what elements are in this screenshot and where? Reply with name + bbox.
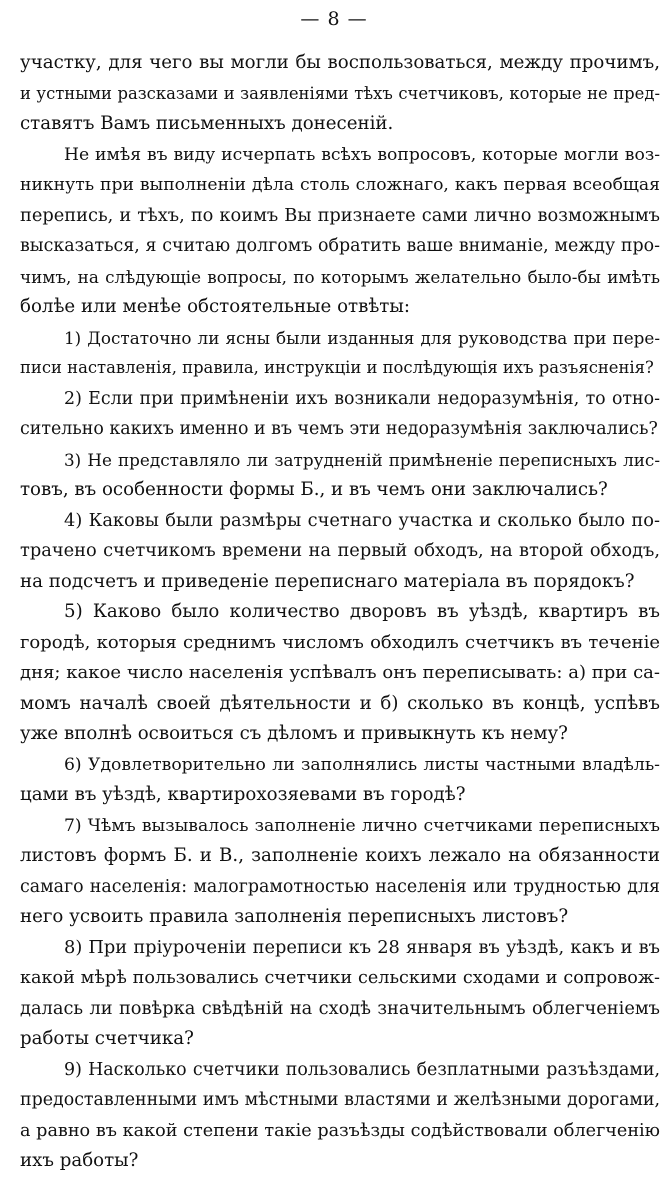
- text-line: работы счетчика?: [20, 1028, 194, 1049]
- text-line: 7) Чѣмъ вызывалось заполненiе лично счетчиками переписныхъ: [64, 815, 660, 836]
- text-line: перепись, и тѣхъ, по коимъ Вы признаете сами лично возможнымъ: [20, 204, 660, 226]
- text-line: 9) Насколько счетчики пользовались безплатными разъѣздами,: [64, 1059, 660, 1080]
- text-line: 2) Если при примѣненiи ихъ возникали недоразумѣнiя, то отно-: [64, 388, 660, 409]
- text-line: 8) При прiуроченiи переписи къ 28 января въ уѣздѣ, какъ и въ: [64, 936, 660, 958]
- text-line: городѣ, которыя среднимъ числомъ обходилъ счетчикъ въ теченiе: [20, 631, 660, 653]
- text-line: высказаться, я считаю долгомъ обратить ваше вниманiе, между про-: [20, 236, 660, 256]
- text-line: никнуть при выполненiи дѣла столь сложнаго, какъ первая всеобщая: [20, 175, 660, 195]
- text-line: болѣе или менѣе обстоятельные отвѣты:: [20, 296, 410, 317]
- text-line: цами въ уѣздѣ, квартирохозяевами въ городѣ?: [20, 784, 466, 805]
- text-line: чимъ, на слѣдующiе вопросы, по которымъ желательно было-бы имѣть: [20, 266, 660, 287]
- text-line: момъ началѣ своей дѣятельности и б) сколько въ концѣ, успѣвъ: [20, 692, 660, 714]
- text-line: далась ли повѣрка свѣдѣнiй на сходѣ значительнымъ облегченiемъ: [20, 997, 660, 1019]
- text-line: трачено счетчикомъ времени на первый обходъ, на второй обходъ,: [20, 540, 660, 561]
- text-line: 6) Удовлетворительно ли заполнялись листы частными владѣль-: [64, 754, 660, 775]
- text-line: 3) Не представляло ли затрудненiй примѣненiе переписныхъ лис-: [64, 449, 660, 470]
- text-line: на подсчетъ и приведенiе переписнаго матерiала въ порядокъ?: [20, 570, 635, 592]
- text-line: него усвоить правила заполненiя переписныхъ листовъ?: [20, 906, 569, 927]
- text-line: листовъ формъ Б. и В., заполненiе коихъ лежало на обязанности: [20, 845, 660, 866]
- text-line: и устными разсказами и заявленiями тѣхъ счетчиковъ, которые не пред-: [20, 83, 660, 103]
- text-line: 4) Каковы были размѣры счетнаго участка и сколько было по-: [64, 509, 660, 531]
- text-line: ставятъ Вамъ письменныхъ донесенiй.: [20, 113, 394, 134]
- text-line: Не имѣя въ виду исчерпать всѣхъ вопросовъ, которые могли воз-: [64, 144, 660, 165]
- text-line: ихъ работы?: [20, 1150, 139, 1171]
- text-line: а равно въ какой степени такiе разъѣзды содѣйствовали облегченiю: [20, 1120, 660, 1141]
- text-line: 1) Достаточно ли ясны были изданныя для руководства при пере-: [64, 327, 660, 348]
- text-line: 5) Каково было количество дворовъ въ уѣздѣ, квартиръ въ: [64, 601, 660, 622]
- body-text: [20, 48, 660, 1177]
- text-line: писи наставленiя, правила, инструкцiи и послѣдующiя ихъ разъясненiя?: [20, 358, 654, 377]
- text-line: товъ, въ особенности формы Б., и въ чемъ они заключались?: [20, 479, 608, 500]
- text-line: дня; какое число населенiя успѣвалъ онъ переписывать: а) при са-: [20, 662, 660, 683]
- text-line: самаго населенiя: малограмотностью населенiя или трудностью для: [20, 876, 660, 897]
- text-line: предоставленными имъ мѣстными властями и желѣзными дорогами,: [20, 1090, 660, 1110]
- text-line: какой мѣрѣ пользовались счетчики сельскими сходами и сопровож-: [20, 968, 660, 988]
- text-line: уже вполнѣ освоиться съ дѣломъ и привыкнуть къ нему?: [20, 723, 568, 744]
- text-line: участку, для чего вы могли бы воспользоваться, между прочимъ,: [20, 52, 660, 73]
- text-line: сительно какихъ именно и въ чемъ эти недоразумѣнiя заключались?: [20, 419, 658, 439]
- page-number: — 8 —: [300, 8, 368, 30]
